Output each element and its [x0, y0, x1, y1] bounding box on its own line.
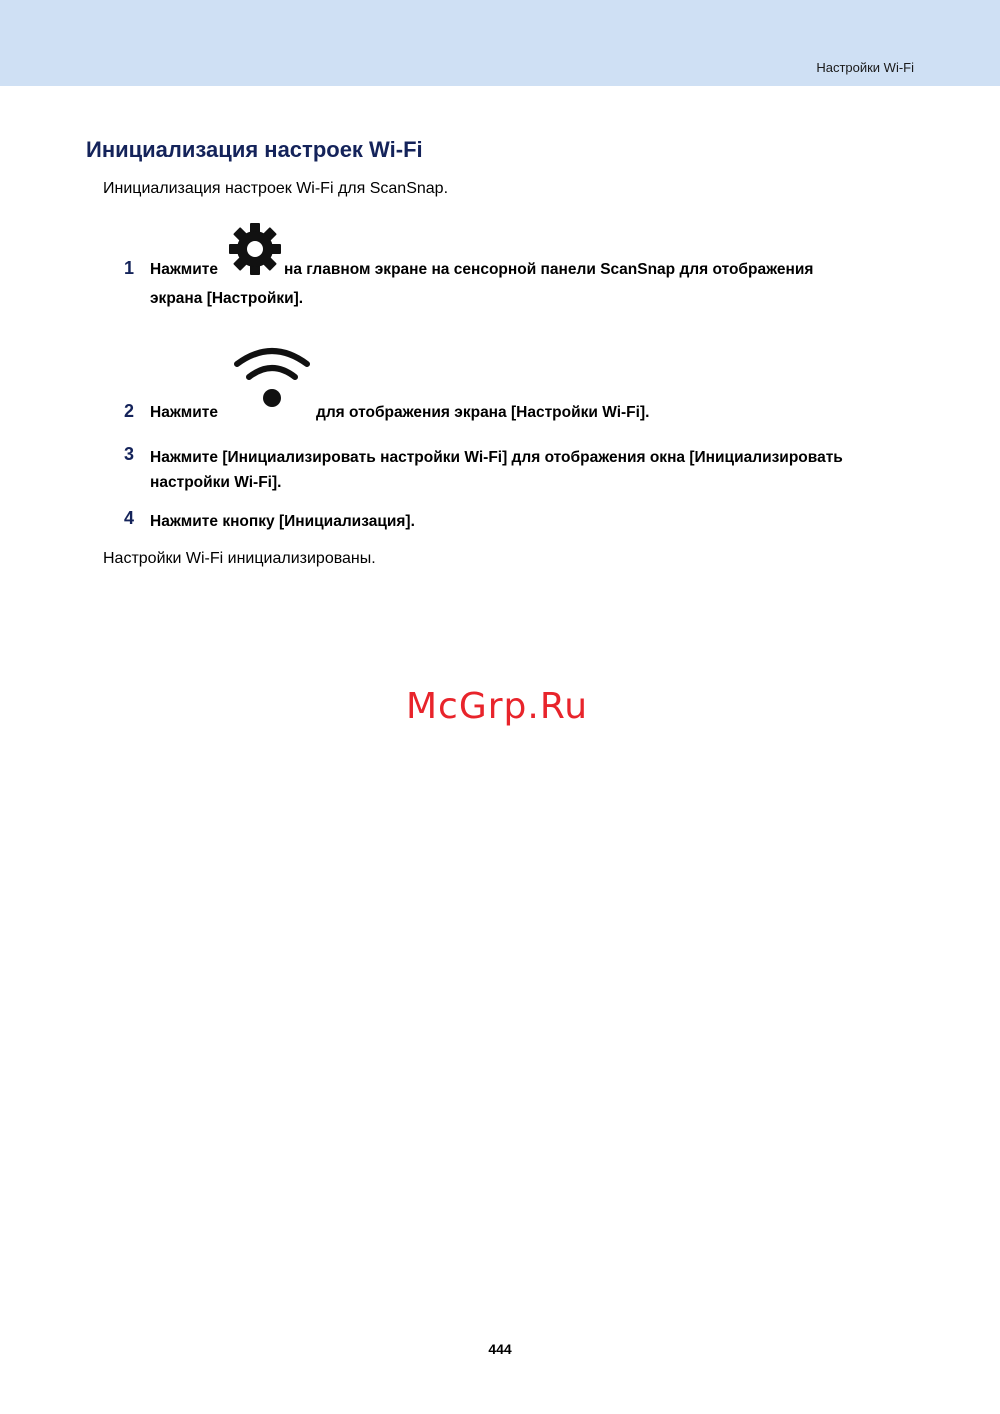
- step-2-text-after: для отображения экрана [Настройки Wi-Fi].: [316, 404, 650, 421]
- step-number: 4: [124, 508, 135, 528]
- step-number: 1: [124, 258, 135, 278]
- intro-text: Инициализация настроек Wi-Fi для ScanSnap.: [103, 180, 449, 197]
- gear-icon: [228, 222, 282, 281]
- header-title: Настройки Wi-Fi: [816, 60, 914, 75]
- section-title: Инициализация настроек Wi-Fi: [86, 137, 423, 162]
- page-number: 444: [488, 1341, 512, 1357]
- watermark: McGrp.Ru: [406, 686, 589, 727]
- step-4-text: Нажмите кнопку [Инициализация].: [150, 513, 415, 530]
- step-1-text-before: Нажмите: [150, 261, 219, 278]
- result-text: Настройки Wi-Fi инициализированы.: [103, 550, 376, 567]
- step-1-continuation: экрана [Настройки].: [150, 290, 304, 307]
- step-number: 2: [124, 401, 135, 421]
- wifi-icon: [228, 345, 316, 416]
- step-number: 3: [124, 444, 135, 464]
- step-2-text-before: Нажмите: [150, 404, 219, 421]
- header-band: [0, 0, 1000, 86]
- step-1-text-after: на главном экране на сенсорной панели ScanSnap для отображения: [284, 261, 814, 278]
- step-3-text: Нажмите [Инициализировать настройки Wi-Fi] для отображения окна [Инициализировать настройки Wi-Fi].: [150, 449, 843, 491]
